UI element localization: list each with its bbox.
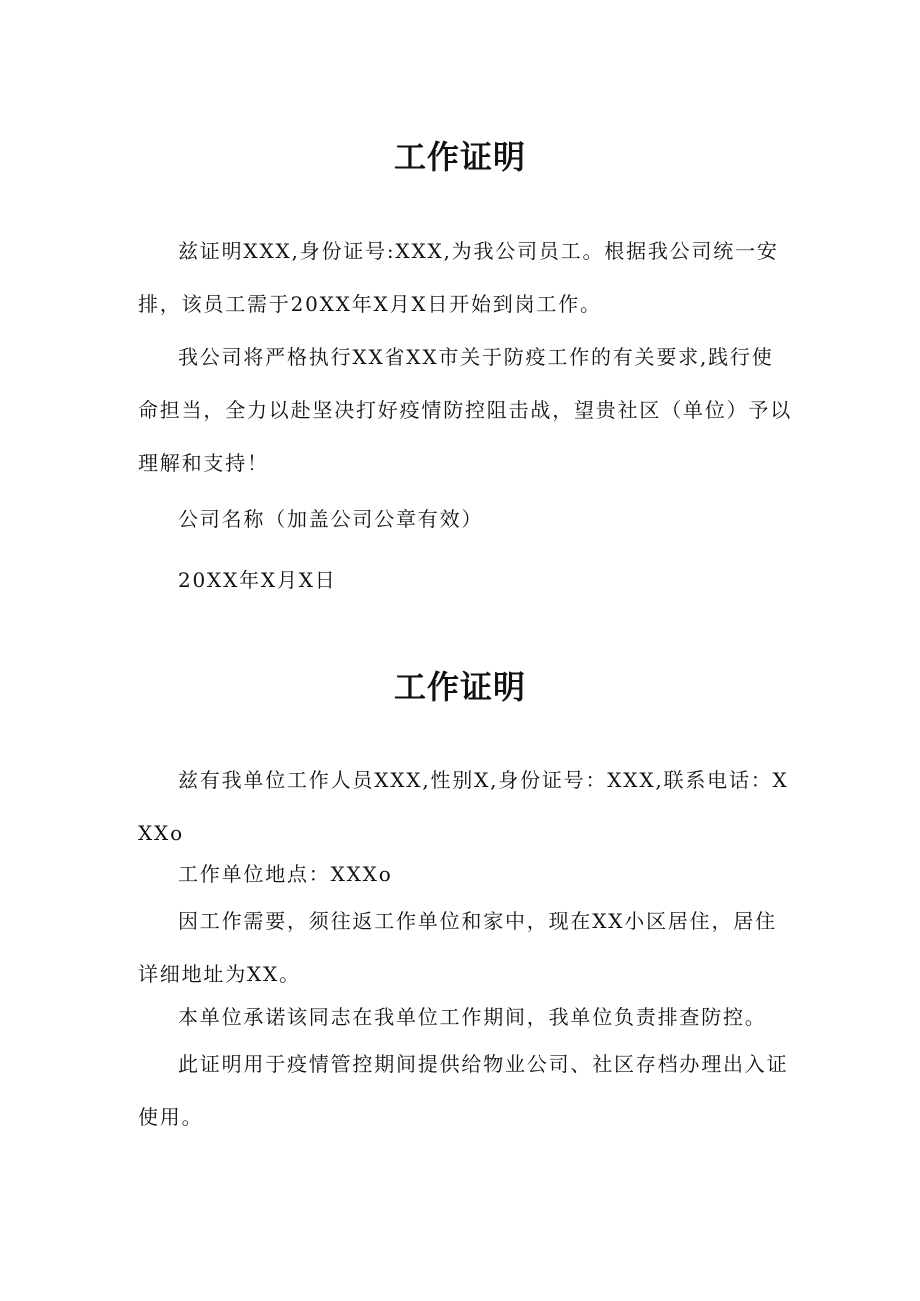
certificate-1-date: 20XX年X月X日: [178, 568, 337, 592]
certificate-1-paragraph-2: 我公司将严格执行XX省XX市关于防疫工作的有关要求,践行使命担当，全力以赴坚决打好疫情防控阻击战，望贵社区（单位）予以理解和支持！: [138, 345, 792, 475]
certificate-2-paragraph-1: 兹有我单位工作人员XXX,性别X,身份证号：XXX,联系电话：XXXo: [138, 768, 789, 845]
certificate-1-title: 工作证明: [393, 138, 526, 176]
certificate-2-paragraph-5: 此证明用于疫情管控期间提供给物业公司、社区存档办理出入证使用。: [138, 1052, 789, 1129]
certificate-1-company-name: 公司名称（加盖公司公章有效）: [178, 507, 484, 531]
certificate-2-work-address: 工作单位地点：XXXo: [178, 862, 393, 886]
certificate-2-paragraph-4: 本单位承诺该同志在我单位工作期间，我单位负责排查防控。: [178, 1005, 767, 1029]
certificate-2-title: 工作证明: [393, 668, 526, 706]
certificate-2-paragraph-3: 因工作需要，须往返工作单位和家中，现在XX小区居住，居住详细地址为XX。: [138, 909, 777, 986]
certificate-1-paragraph-1: 兹证明XXX,身份证号:XXX,为我公司员工。根据我公司统一安排，该员工需于20XX年X月X日开始到岗工作。: [138, 239, 779, 316]
